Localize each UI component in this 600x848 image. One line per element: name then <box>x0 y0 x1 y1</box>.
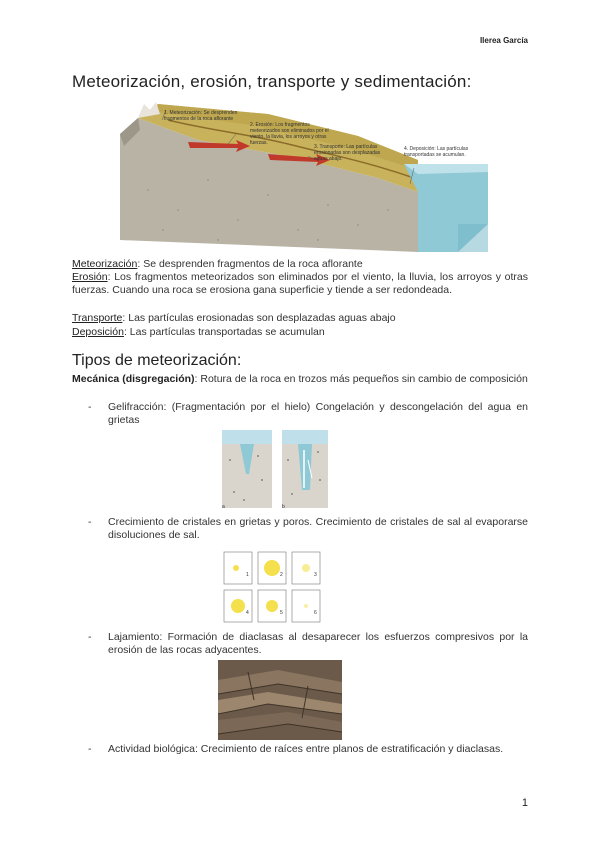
section-title: Tipos de meteorización: <box>72 352 242 369</box>
page-title: Meteorización, erosión, transporte y sedimentación: <box>72 72 472 91</box>
definition-text: : Las partículas transportadas se acumulan <box>123 326 325 338</box>
definition-term: Meteorización <box>72 258 138 270</box>
frost-image-a <box>222 430 272 508</box>
mechanical-label: Mecánica (disgregación) <box>72 373 195 385</box>
author-name: Ilerea García <box>479 36 528 45</box>
bullet-marker: - <box>88 401 92 413</box>
definition-term: Erosión <box>72 271 108 283</box>
crystal-number-6: 6 <box>314 610 317 616</box>
page-number: 1 <box>521 797 528 809</box>
crystal-number-2: 2 <box>280 572 283 578</box>
crystal-number-5: 5 <box>280 610 283 616</box>
definition-erosion <box>72 271 528 297</box>
bullet-marker: - <box>88 631 92 643</box>
diagram-label-meteorizacion: 1. Meteorización: Se desprenden fragmentos de la roca aflorante <box>164 110 238 122</box>
crystal-growth-illustration <box>222 550 322 626</box>
frost-image-b <box>282 430 328 508</box>
bullet-marker: - <box>88 516 92 528</box>
rock-sheeting-photo <box>218 660 342 740</box>
definition-term: Deposición <box>72 326 124 338</box>
frost-illustration-a <box>222 430 272 508</box>
crystal-number-4: 4 <box>246 610 249 616</box>
definition-deposicion <box>72 326 528 339</box>
frost-label-b: b <box>282 504 285 510</box>
bullet-gelifraccion: Gelifracción: (Fragmentación por el hielo) Congelación y descongelación del agua en grietas <box>108 401 528 426</box>
frost-label-a: a <box>222 504 225 510</box>
diagram-label-deposicion: 4. Deposición: Las partículas transportadas se acumulan. <box>404 146 469 158</box>
definition-text: : Las partículas erosionadas son desplazadas aguas abajo <box>122 312 396 324</box>
mechanical-definition <box>72 373 528 386</box>
crystal-number-3: 3 <box>314 572 317 578</box>
definition-meteorizacion <box>72 258 528 271</box>
bullet-actividad-biologica: Actividad biológica: Crecimiento de raíces entre planos de estratificación y diaclasas. <box>108 743 504 755</box>
diagram-label-erosion: 2. Erosión: Los fragmentos meteorizados son eliminados por el viento, la lluvia, los arroyos y otras fuerzas. <box>250 122 329 146</box>
erosion-diagram <box>118 100 490 252</box>
bullet-crecimiento-cristales: Crecimiento de cristales en grietas y poros. Crecimiento de cristales de sal al evaporarse disoluciones de sal. <box>108 516 528 541</box>
definition-transporte <box>72 312 528 325</box>
frost-illustration-b <box>282 430 328 508</box>
lajamiento-photo <box>218 660 342 740</box>
definition-text: : Los fragmentos meteorizados son eliminados por el viento, la lluvia, los arroyos y otras fuerzas. Cuando una roca se erosiona gana superficie y tiende a ser redondeada. <box>72 271 528 296</box>
crystal-number-1: 1 <box>246 572 249 578</box>
crystal-growth-svg <box>222 550 322 626</box>
diagram-label-transporte: 3. Transporte: Las partículas erosionadas son desplazadas aguas abajo. <box>314 144 381 162</box>
bullet-marker: - <box>88 743 92 755</box>
mechanical-text: : Rotura de la roca en trozos más pequeños sin cambio de composición <box>194 373 528 385</box>
definition-text: : Se desprenden fragmentos de la roca aflorante <box>137 258 363 270</box>
definition-term: Transporte <box>72 312 123 324</box>
bullet-lajamiento: Lajamiento: Formación de diaclasas al desaparecer los esfuerzos compresivos por la erosión de las rocas adyacentes. <box>108 631 528 656</box>
